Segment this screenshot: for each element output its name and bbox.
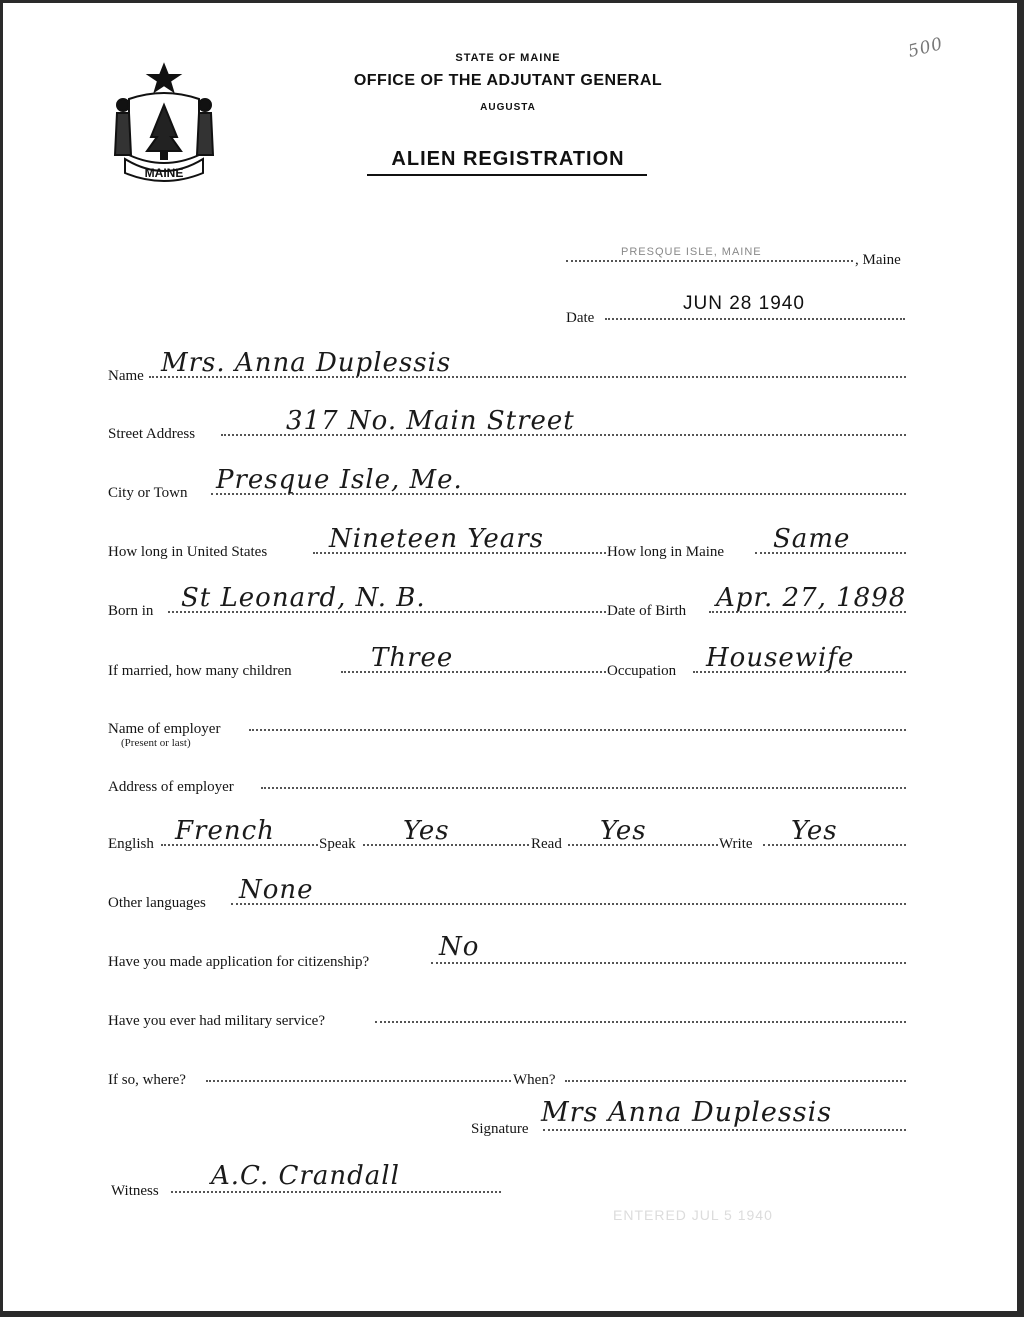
read-value: Yes	[600, 816, 647, 846]
born-in-value: St Leonard, N. B.	[181, 583, 426, 613]
write-value: Yes	[791, 816, 838, 846]
registration-form	[3, 3, 1017, 1311]
name-value: Mrs. Anna Duplessis	[161, 348, 452, 378]
employer-address-line	[261, 787, 906, 789]
other-languages-label: Other languages	[108, 895, 206, 911]
street-value: 317 No. Main Street	[286, 406, 575, 436]
when-label: When?	[513, 1072, 556, 1088]
other-languages-line	[231, 903, 906, 905]
speak-label: Speak	[319, 836, 356, 852]
children-value: Three	[371, 643, 454, 673]
city-value: Presque Isle, Me.	[216, 465, 463, 495]
street-label: Street Address	[108, 426, 196, 442]
place-line	[566, 260, 853, 262]
page-title: ALIEN REGISTRATION	[391, 148, 625, 170]
maine-duration-label: How long in Maine	[607, 544, 725, 560]
witness-line	[171, 1191, 501, 1193]
corner-note: 500	[906, 34, 946, 62]
us-duration-label: How long in United States	[108, 544, 268, 560]
city-label: City or Town	[108, 485, 188, 501]
english-label: English	[108, 836, 154, 852]
speak-value: Yes	[403, 816, 450, 846]
signature-label: Signature	[471, 1121, 529, 1137]
write-label: Write	[719, 836, 753, 852]
when-line	[565, 1080, 906, 1082]
english-value: French	[175, 816, 275, 846]
signature-line	[543, 1129, 906, 1131]
citizenship-value: No	[439, 932, 480, 962]
place-suffix: , Maine	[855, 252, 901, 268]
maine-state-seal-icon	[107, 59, 221, 189]
dob-label: Date of Birth	[607, 603, 687, 619]
citizenship-label: Have you made application for citizenship?	[108, 954, 370, 970]
employer-sublabel: (Present or last)	[121, 737, 191, 749]
employer-label: Name of employer	[108, 721, 221, 737]
military-label: Have you ever had military service?	[108, 1013, 325, 1029]
occupation-label: Occupation	[607, 663, 677, 679]
employer-address-label: Address of employer	[108, 779, 234, 795]
maine-duration-value: Same	[773, 524, 851, 554]
date-label: Date	[566, 310, 595, 326]
title-underline	[367, 174, 647, 176]
us-duration-value: Nineteen Years	[329, 524, 544, 554]
where-label: If so, where?	[108, 1072, 186, 1088]
occupation-value: Housewife	[706, 643, 855, 673]
signature-value: Mrs Anna Duplessis	[541, 1097, 833, 1128]
dob-value: Apr. 27, 1898	[716, 583, 907, 613]
header-city: AUGUSTA	[480, 102, 536, 113]
employer-line	[249, 729, 906, 731]
seal-text: MAINE	[144, 166, 184, 180]
date-line	[605, 318, 905, 320]
faint-stamp: ENTERED JUL 5 1940	[613, 1207, 773, 1223]
citizenship-line	[431, 962, 906, 964]
date-stamp: JUN 28 1940	[683, 293, 805, 314]
witness-label: Witness	[111, 1183, 159, 1199]
born-in-label: Born in	[108, 603, 154, 619]
where-line	[206, 1080, 511, 1082]
witness-value: A.C. Crandall	[211, 1161, 400, 1191]
military-line	[375, 1021, 906, 1023]
children-label: If married, how many children	[108, 663, 292, 679]
read-label: Read	[531, 836, 562, 852]
header-office: OFFICE OF THE ADJUTANT GENERAL	[353, 72, 663, 89]
place-stamp: PRESQUE ISLE, MAINE	[621, 246, 762, 258]
name-label: Name	[108, 368, 144, 384]
header-state: STATE OF MAINE	[455, 52, 561, 64]
other-languages-value: None	[239, 875, 314, 905]
